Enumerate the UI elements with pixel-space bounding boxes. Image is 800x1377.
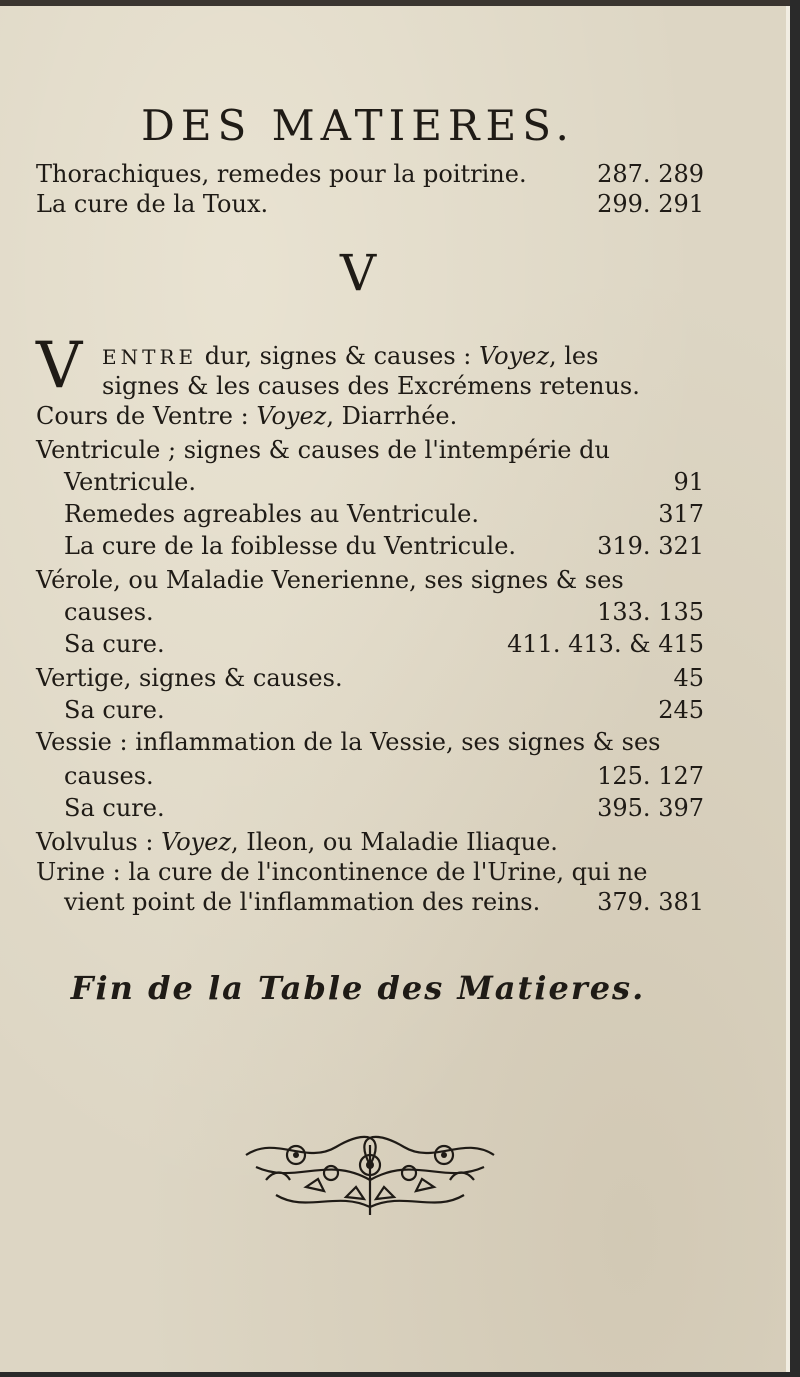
entry-pages: 319. 321: [597, 532, 704, 560]
entry-text-part: , les: [549, 342, 599, 370]
entry-text-part: , Diarrhée.: [326, 402, 458, 430]
entry-text-part: , Ileon, ou Maladie Iliaque.: [231, 828, 558, 856]
index-entry: [36, 826, 704, 858]
index-entry: [36, 726, 704, 758]
index-entry: [36, 564, 704, 596]
entry-pages: 379. 381: [597, 888, 704, 916]
index-entry: [64, 498, 704, 530]
index-entry: [64, 792, 704, 824]
index-entry: [64, 530, 704, 562]
entry-pages: 91: [673, 468, 704, 496]
index-entry-continuation: [102, 370, 704, 402]
entry-text-part: vient point de l'inflammation des reins.: [64, 888, 541, 916]
entry-text-part: La cure de la foiblesse du Ventricule.: [64, 532, 517, 560]
entry-pages: 287. 289: [597, 160, 704, 188]
entry-text: [36, 434, 610, 466]
entry-pages: 317: [658, 500, 704, 528]
entry-pages: 45: [673, 664, 704, 692]
entry-text: [36, 726, 660, 758]
entry-text-part: Vérole, ou Maladie Venerienne, ses signes & ses: [36, 566, 624, 594]
index-entry: [64, 886, 704, 918]
index-entry: [64, 596, 704, 628]
entry-text-part: Cours de Ventre :: [36, 402, 257, 430]
entry-text-part: Sa cure.: [64, 630, 165, 658]
entry-text: [64, 498, 479, 530]
entry-pages: 125. 127: [597, 762, 704, 790]
entry-text-part: Volvulus :: [36, 828, 162, 856]
index-entry: [64, 628, 704, 660]
end-of-table-title: Fin de la Table des Matieres.: [70, 969, 646, 1007]
entry-text: [36, 856, 647, 888]
entry-text: [64, 530, 516, 562]
running-head: DES MATIERES.: [141, 101, 575, 150]
entry-pages: 245: [658, 696, 704, 724]
entry-text-part: Vessie : inflammation de la Vessie, ses signes & ses: [36, 728, 661, 756]
index-entry: [36, 856, 704, 888]
voyez-reference: Voyez: [256, 402, 327, 430]
entry-pages: 395. 397: [597, 794, 704, 822]
index-entry: [64, 466, 704, 498]
entry-text: [36, 564, 624, 596]
entry-text: [36, 662, 343, 694]
section-letter: V: [339, 244, 377, 302]
index-entry: [64, 760, 704, 792]
voyez-reference: Voyez: [479, 342, 549, 370]
entry-pages: 299. 291: [597, 190, 704, 218]
index-entry: [36, 188, 704, 220]
entry-text: signes & les causes des Excrémens retenus.: [102, 372, 640, 400]
index-entry: [36, 400, 704, 432]
entry-text-part: Urine : la cure de l'incontinence de l'Urine, qui ne: [36, 858, 648, 886]
drop-cap: V: [36, 329, 83, 403]
index-entry: [36, 434, 704, 466]
entry-pages: 133. 135: [597, 598, 704, 626]
entry-text: [64, 596, 154, 628]
entry-text: Thorachiques, remedes pour la poitrine.: [36, 160, 527, 188]
entry-text: [36, 826, 558, 858]
entry-text-part: Sa cure.: [64, 696, 165, 724]
entry-pages: 411. 413. & 415: [507, 630, 704, 658]
entry-text: [64, 792, 165, 824]
entry-text: [64, 886, 540, 918]
entry-text: [64, 466, 196, 498]
page-edge-shadow: [0, 0, 790, 6]
voyez-reference: Voyez: [161, 828, 232, 856]
entry-text-part: Ventricule.: [64, 468, 196, 496]
entry-text-part: Ventricule ; signes & causes de l'intempérie du: [36, 436, 610, 464]
index-entry: [36, 158, 704, 190]
index-entry: [36, 662, 704, 694]
entry-text: [64, 760, 154, 792]
entry-head-smallcaps: ENTRE: [102, 345, 198, 369]
entry-text: [64, 694, 165, 726]
entry-text: [64, 628, 165, 660]
entry-text: [36, 400, 457, 432]
entry-text-part: Sa cure.: [64, 794, 165, 822]
index-entry: [102, 340, 704, 372]
index-entry: [64, 694, 704, 726]
entry-text-part: causes.: [64, 598, 154, 626]
entry-text: [102, 340, 598, 373]
entry-text-part: Vertige, signes & causes.: [36, 664, 343, 692]
entry-text-part: dur, signes & causes :: [204, 342, 472, 370]
floral-tailpiece-ornament-icon: [236, 1125, 504, 1225]
entry-text: La cure de la Toux.: [36, 190, 269, 218]
entry-text-part: causes.: [64, 762, 154, 790]
entry-text-part: Remedes agreables au Ventricule.: [64, 500, 479, 528]
